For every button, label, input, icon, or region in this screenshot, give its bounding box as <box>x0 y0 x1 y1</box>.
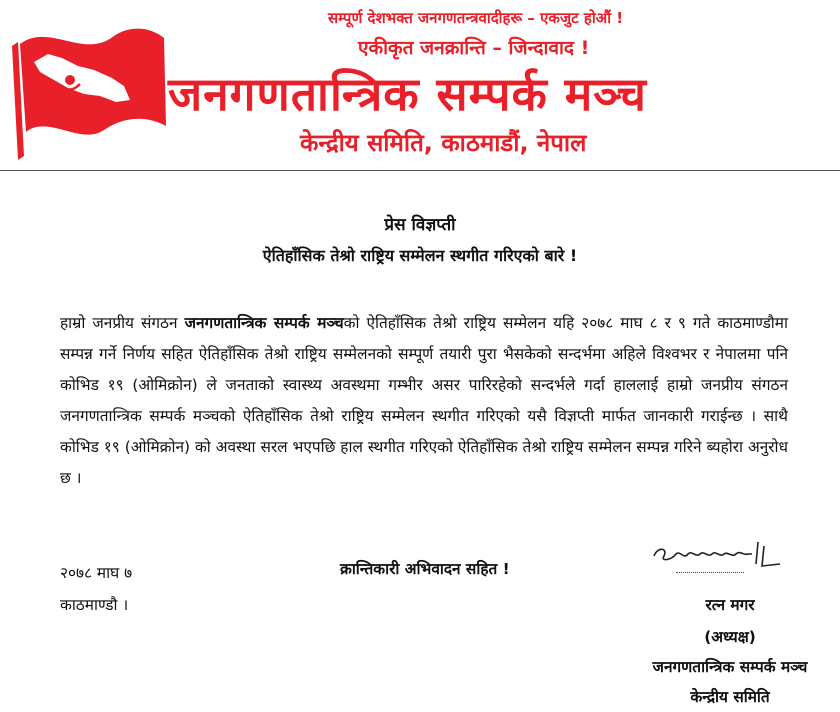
body-prefix: हाम्रो जनप्रीय संगठन <box>60 314 185 332</box>
slogan-top: सम्पूर्ण देशभक्त जनगणतन्त्रवादीहरू – एकजुट होऔं ! <box>328 9 624 27</box>
release-place: काठमाण्डौ । <box>60 596 129 614</box>
signer-organization: जनगणतान्त्रिक सम्पर्क मञ्च <box>652 658 808 676</box>
handwritten-signature <box>648 534 788 574</box>
closing-greeting: क्रान्तिकारी अभिवादन सहित ! <box>340 560 510 578</box>
signer-name: रत्न मगर <box>705 596 755 614</box>
organization-name: जनगणतान्त्रिक सम्पर्क मञ्च <box>168 67 647 121</box>
body-bold-org-name: जनगणतान्त्रिक सम्पर्क मञ्च <box>184 314 344 332</box>
committee-location: केन्द्रीय समिति, काठमाडौं, नेपाल <box>300 129 587 157</box>
slogan-second: एकीकृत जनक्रान्ति – जिन्दावाद ! <box>358 37 590 59</box>
document-subject: ऐतिहाँसिक तेश्रो राष्ट्रिय सम्मेलन स्थगीत गरिएको बारे ! <box>262 246 578 265</box>
red-flag-with-nepal-map-icon <box>4 14 169 164</box>
letterhead-divider <box>0 170 840 171</box>
body-rest: को ऐतिहाँसिक तेश्रो राष्ट्रिय सम्मेलन यहि २०७८ माघ ८ र ९ गते काठमाण्डौमा सम्पन्न गर्ने निर्णय सहित ऐतिहाँसिक तेश्रो राष्ट्रिय सम्मेलनको सम्पूर्ण तयारी पुरा भैसकेको सन्दर्भमा अहिले विश्वभर र नेपालमा पनि कोभिड १९ (ओमिक्रोन) ले जनताको स्वास्थ्य अवस्थमा गम्भीर असर पारिरहेको सन्दर्भले गर्दा हाललाई हाम्रो जनप्रीय संगठन जनगणतान्त्रिक सम्पर्क मञ्चको ऐतिहाँसिक तेश्रो राष्ट्रिय सम्मेलन स्थगीत गरिएको यसै विज्ञप्ती मार्फत जानकारी गराईन्छ । साथै कोभिड १९ (ओमिक्रोन) को अवस्था सरल भएपछि हाल स्थगीत गरिएको ऐतिहाँसिक तेश्रो राष्ट्रिय सम्मेलन सम्पन्न गरिने ब्यहोरा अनुरोध छ । <box>60 314 788 487</box>
press-release-body <box>60 308 788 494</box>
release-date: २०७८ माघ ७ <box>60 564 133 582</box>
letterhead <box>0 0 840 172</box>
signer-title: (अध्यक्ष) <box>704 628 756 646</box>
signer-committee: केन्द्रीय समिति <box>690 688 770 706</box>
signature-dotted-line <box>676 572 744 573</box>
document-title: प्रेस विज्ञप्ती <box>384 215 456 235</box>
